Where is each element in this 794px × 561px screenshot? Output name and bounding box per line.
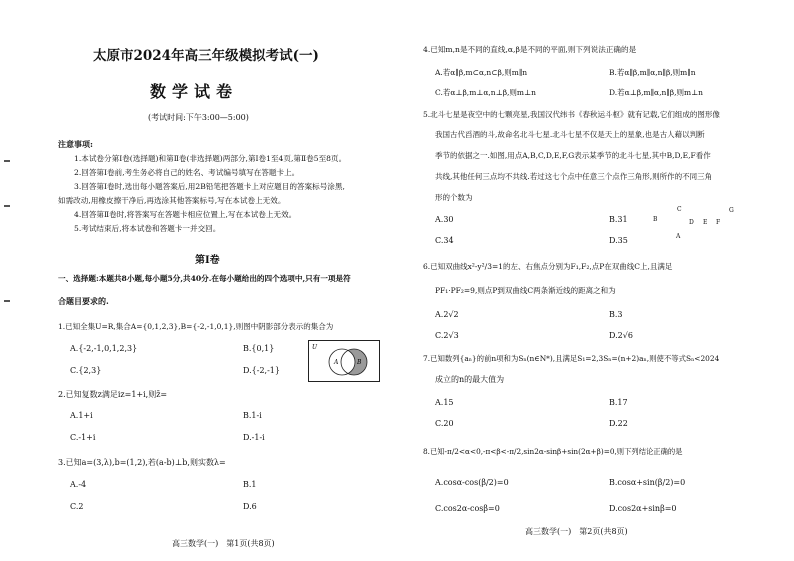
notice-item: 2.回答第Ⅰ卷前,考生务必将自己的姓名、考试编号填写在答题卡上。 <box>74 168 300 177</box>
q1-stem: 1.已知全集U=R,集合A={0,1,2,3},B={-2,-1,0,1},则图中阴影部分表示的集合为 <box>58 322 334 331</box>
q5-line: 我国古代舀酒的斗,故命名北斗七星.北斗七星不仅是天上的星象,也是古人藉以判断 <box>435 130 705 139</box>
q7-line: 7.已知数列{aₙ}的前n项和为Sₙ(n∈N*),且满足S₁=2,3Sₙ=(n+2)aₙ,则使不等式Sₙ<2024 <box>423 354 720 363</box>
notice-heading: 注意事项: <box>58 139 93 149</box>
q5-line: 5.北斗七星是夜空中的七颗亮星,我国汉代纬书《春秋运斗枢》就有记载,它们组成的图形像 <box>423 110 720 119</box>
q8-stem: 8.已知-π/2<α<0,-π<β<-π/2,sin2α-sinβ+sin(2α+β)=0,则下列结论正确的是 <box>423 447 683 456</box>
q6-line: PF₁·PF₂=9,则点P到双曲线C两条渐近线的距离之和为 <box>435 286 616 295</box>
notice-item: 1.本试卷分第Ⅰ卷(选择题)和第Ⅱ卷(非选择题)两部分,第Ⅰ卷1至4页,第Ⅱ卷5至8页。 <box>74 154 347 163</box>
q1-option-b: B.{0,1} <box>243 344 275 353</box>
q2-option-d: D.-1-i <box>243 433 265 442</box>
q1-option-a: A.{-2,-1,0,1,2,3} <box>70 344 138 353</box>
q5-line: 形的个数为 <box>435 193 473 202</box>
right-page <box>397 0 794 561</box>
binding-mark <box>4 300 10 302</box>
star-point-c: C <box>677 206 682 213</box>
exam-title: 太原市2024年高三年级模拟考试(一) <box>93 48 319 64</box>
instruction: 一、选择题:本题共8小题,每小题5分,共40分.在每小题给出的四个选项中,只有一项是符 <box>58 274 351 283</box>
q8-option-c: C.cos2α-cosβ=0 <box>435 504 500 513</box>
q5-line: 季节的依据之一.如图,用点A,B,C,D,E,F,G表示某季节的北斗七星,其中B,D,E,F看作 <box>435 151 711 160</box>
instruction: 合题目要求的. <box>58 296 109 306</box>
venn-svg <box>309 341 379 381</box>
star-point-a: A <box>676 233 681 240</box>
q2-stem: 2.已知复数z满足iz=1+i,则z̄= <box>58 390 168 399</box>
q4-stem: 4.已知m,n是不同的直线,α,β是不同的平面,则下列说法正确的是 <box>423 45 637 54</box>
notice-item: 5.考试结束后,将本试卷和答题卡一并交回。 <box>74 224 221 233</box>
q2-option-b: B.1-i <box>243 411 262 420</box>
q4-option-c: C.若α⊥β,m⊥α,n⊥β,则m⊥n <box>435 88 536 97</box>
venn-label-b: B <box>357 359 362 366</box>
q4-option-b: B.若α∥β,m∥α,n∥β,则m∥n <box>609 68 696 77</box>
q1-option-c: C.{2,3} <box>70 366 102 375</box>
star-point-d: D <box>689 219 694 226</box>
notice-item: 如需改动,用橡皮擦干净后,再选涂其他答案标号,写在本试卷上无效。 <box>58 196 286 205</box>
binding-mark <box>4 160 10 162</box>
q3-option-b: B.1 <box>243 480 257 489</box>
q5-option-c: C.34 <box>435 236 454 245</box>
q7-option-c: C.20 <box>435 419 454 428</box>
q5-line: 共线,其他任何三点均不共线.若过这七个点中任意三个点作三角形,则所作的不同三角 <box>435 172 713 181</box>
venn-label-u: U <box>312 344 318 351</box>
q5-option-a: A.30 <box>435 215 454 224</box>
venn-diagram <box>308 340 380 382</box>
page-footer: 高三数学(一) 第2页(共8页) <box>525 527 628 536</box>
star-point-f: F <box>716 219 721 226</box>
q1-option-d: D.{-2,-1} <box>243 366 280 375</box>
q3-option-c: C.2 <box>70 502 84 511</box>
q6-line: 6.已知双曲线x²-y²/3=1的左、右焦点分别为F₁,F₂,点P在双曲线C上,且满足 <box>423 262 673 271</box>
notice-item: 3.回答第Ⅰ卷时,选出每小题答案后,用2B铅笔把答题卡上对应题目的答案标号涂黑, <box>74 182 345 191</box>
star-point-b: B <box>653 216 658 223</box>
q6-option-d: D.2√6 <box>609 331 633 340</box>
venn-label-a: A <box>334 359 339 366</box>
q8-option-b: B.cosα+sin(β/2)=0 <box>609 478 686 487</box>
q7-option-b: B.17 <box>609 398 628 407</box>
star-point-g: G <box>729 207 734 214</box>
q6-option-c: C.2√3 <box>435 331 459 340</box>
exam-time: (考试时间:下午3:00—5:00) <box>148 113 249 122</box>
q3-option-a: A.-4 <box>70 480 87 489</box>
q3-option-d: D.6 <box>243 502 257 511</box>
q7-option-d: D.22 <box>609 419 628 428</box>
section-title: 第Ⅰ卷 <box>195 255 220 266</box>
q5-option-b: B.31 <box>609 215 628 224</box>
q8-option-a: A.cosα-cos(β/2)=0 <box>435 478 509 487</box>
q7-line: 成立的n的最大值为 <box>435 375 505 384</box>
q4-option-a: A.若α∥β,m⊂α,n⊂β,则m∥n <box>435 68 528 77</box>
page-footer: 高三数学(一) 第1页(共8页) <box>172 539 275 548</box>
q5-option-d: D.35 <box>609 236 628 245</box>
q2-option-a: A.1+i <box>70 411 93 420</box>
q4-option-d: D.若α⊥β,m∥α,n∥β,则m⊥n <box>609 88 704 97</box>
q8-option-d: D.cos2α+sinβ=0 <box>609 504 677 513</box>
binding-mark <box>4 205 10 207</box>
q3-stem: 3.已知a=(3,λ),b=(1,2),若(a-b)⊥b,则实数λ= <box>58 458 226 467</box>
q7-option-a: A.15 <box>435 398 454 407</box>
q6-option-a: A.2√2 <box>435 310 459 319</box>
notice-item: 4.回答第Ⅱ卷时,将答案写在答题卡相应位置上,写在本试卷上无效。 <box>74 210 297 219</box>
subject-title: 数学试卷 <box>150 82 239 101</box>
q2-option-c: C.-1+i <box>70 433 96 442</box>
q6-option-b: B.3 <box>609 310 623 319</box>
star-point-e: E <box>703 219 708 226</box>
